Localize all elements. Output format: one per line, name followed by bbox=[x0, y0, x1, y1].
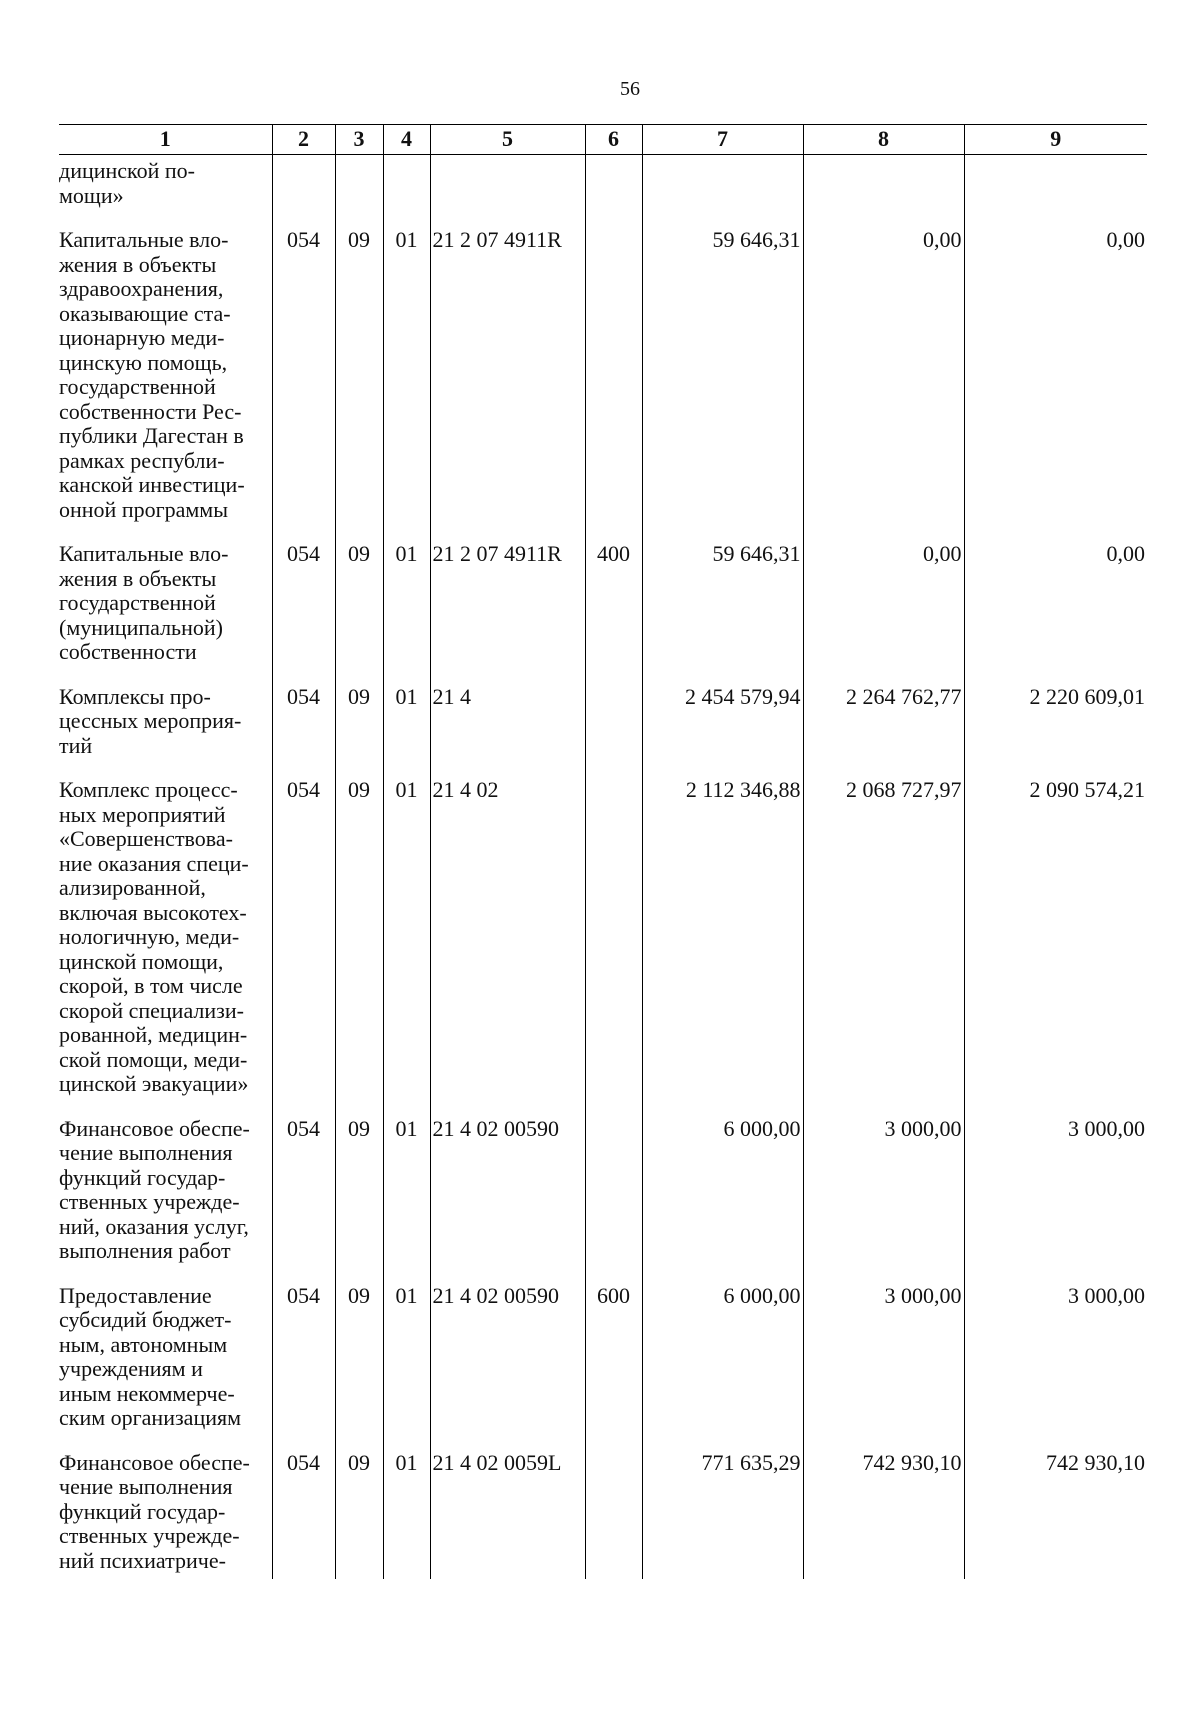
cell-amount-col-8: 3 000,00 bbox=[803, 1284, 964, 1451]
table-row bbox=[59, 1117, 1147, 1284]
cell-expense-type-code bbox=[585, 1451, 642, 1580]
cell-section-code: 09 bbox=[335, 542, 383, 685]
cell-section-code: 09 bbox=[335, 1117, 383, 1284]
cell-ved-code: 054 bbox=[272, 685, 335, 779]
cell-name: Финансовое обеспе- чение выполнения функций государ- ственных учрежде- ний психиатриче- bbox=[59, 1449, 250, 1573]
cell-name: дицинской по- мощи» bbox=[59, 158, 195, 208]
cell-subsection-code: 01 bbox=[383, 228, 430, 542]
cell-target-article-code: 21 4 02 bbox=[430, 778, 585, 1117]
cell-amount-col-8: 0,00 bbox=[803, 228, 964, 542]
cell-ved-code: 054 bbox=[272, 778, 335, 1117]
cell-subsection-code: 01 bbox=[383, 778, 430, 1117]
cell-amount-col-7: 59 646,31 bbox=[642, 228, 803, 542]
cell-amount-col-8: 742 930,10 bbox=[803, 1451, 964, 1580]
cell-amount-col-8: 2 264 762,77 bbox=[803, 685, 964, 779]
cell-expense-type-code bbox=[585, 1117, 642, 1284]
cell-subsection-code: 01 bbox=[383, 685, 430, 779]
cell-target-article-code: 21 2 07 4911R bbox=[430, 228, 585, 542]
cell-section-code bbox=[335, 155, 383, 229]
cell-expense-type-code: 400 bbox=[585, 542, 642, 685]
cell-amount-col-7: 59 646,31 bbox=[642, 542, 803, 685]
cell-ved-code: 054 bbox=[272, 1451, 335, 1580]
cell-amount-col-7: 2 112 346,88 bbox=[642, 778, 803, 1117]
cell-target-article-code: 21 4 02 00590 bbox=[430, 1117, 585, 1284]
cell-amount-col-9: 0,00 bbox=[964, 542, 1147, 685]
header-col-4: 4 bbox=[383, 125, 430, 155]
cell-subsection-code: 01 bbox=[383, 542, 430, 685]
cell-amount-col-9 bbox=[964, 155, 1147, 229]
cell-amount-col-9: 0,00 bbox=[964, 228, 1147, 542]
cell-name: Комплексы про- цессных мероприя- тий bbox=[59, 683, 242, 758]
cell-amount-col-9: 2 090 574,21 bbox=[964, 778, 1147, 1117]
cell-amount-col-7: 2 454 579,94 bbox=[642, 685, 803, 779]
cell-amount-col-7 bbox=[642, 155, 803, 229]
cell-section-code: 09 bbox=[335, 1284, 383, 1451]
header-col-5: 5 bbox=[430, 125, 585, 155]
cell-ved-code: 054 bbox=[272, 1117, 335, 1284]
table-row bbox=[59, 542, 1147, 685]
cell-name: Предоставление субсидий бюджет- ным, автономным учреждениям и иным некоммерче- ским организациям bbox=[59, 1282, 242, 1430]
cell-section-code: 09 bbox=[335, 685, 383, 779]
cell-subsection-code: 01 bbox=[383, 1117, 430, 1284]
page-number: 56 bbox=[620, 78, 640, 100]
cell-amount-col-9: 742 930,10 bbox=[964, 1451, 1147, 1580]
cell-name: Капитальные вло- жения в объекты здравоохранения, оказывающие ста- ционарную меди- цинскую помощь, государственной собственности Рес- публики Дагестан в рамках республи- канской инвестици- онной программы bbox=[59, 227, 245, 522]
header-col-8: 8 bbox=[803, 125, 964, 155]
cell-amount-col-9: 2 220 609,01 bbox=[964, 685, 1147, 779]
cell-amount-col-7: 771 635,29 bbox=[642, 1451, 803, 1580]
header-col-7: 7 bbox=[642, 125, 803, 155]
budget-table bbox=[59, 124, 1147, 1579]
cell-target-article-code bbox=[430, 155, 585, 229]
cell-target-article-code: 21 4 02 0059L bbox=[430, 1451, 585, 1580]
cell-ved-code: 054 bbox=[272, 1284, 335, 1451]
cell-subsection-code: 01 bbox=[383, 1284, 430, 1451]
cell-amount-col-8: 0,00 bbox=[803, 542, 964, 685]
cell-amount-col-9: 3 000,00 bbox=[964, 1117, 1147, 1284]
cell-section-code: 09 bbox=[335, 1451, 383, 1580]
cell-amount-col-7: 6 000,00 bbox=[642, 1117, 803, 1284]
cell-expense-type-code: 600 bbox=[585, 1284, 642, 1451]
cell-expense-type-code bbox=[585, 228, 642, 542]
table-row bbox=[59, 1284, 1147, 1451]
cell-target-article-code: 21 2 07 4911R bbox=[430, 542, 585, 685]
header-col-3: 3 bbox=[335, 125, 383, 155]
cell-subsection-code bbox=[383, 155, 430, 229]
cell-name: Финансовое обеспе- чение выполнения функций государ- ственных учрежде- ний, оказания услуг, выполнения работ bbox=[59, 1115, 250, 1263]
table-row bbox=[59, 155, 1147, 229]
cell-name: Капитальные вло- жения в объекты государственной (муниципальной) собственности bbox=[59, 541, 229, 664]
cell-section-code: 09 bbox=[335, 778, 383, 1117]
cell-expense-type-code bbox=[585, 155, 642, 229]
cell-amount-col-8: 3 000,00 bbox=[803, 1117, 964, 1284]
header-row bbox=[59, 125, 1147, 155]
cell-name: Комплекс процесс- ных мероприятий «Совершенствова- ние оказания специ- ализированной, включая высокотех- нологичную, меди- цинской помощи, скорой, в том числе скорой специализи- рованной, медицин- ской помощи, меди- цинской эвакуации» bbox=[59, 777, 249, 1096]
header-col-1: 1 bbox=[59, 125, 272, 155]
cell-amount-col-8: 2 068 727,97 bbox=[803, 778, 964, 1117]
cell-ved-code: 054 bbox=[272, 542, 335, 685]
cell-section-code: 09 bbox=[335, 228, 383, 542]
cell-ved-code bbox=[272, 155, 335, 229]
table-body bbox=[59, 155, 1147, 1580]
cell-ved-code: 054 bbox=[272, 228, 335, 542]
table-header bbox=[59, 125, 1147, 155]
table-row bbox=[59, 685, 1147, 779]
cell-target-article-code: 21 4 bbox=[430, 685, 585, 779]
cell-expense-type-code bbox=[585, 778, 642, 1117]
cell-amount-col-7: 6 000,00 bbox=[642, 1284, 803, 1451]
cell-subsection-code: 01 bbox=[383, 1451, 430, 1580]
header-col-6: 6 bbox=[585, 125, 642, 155]
header-col-9: 9 bbox=[964, 125, 1147, 155]
table-row bbox=[59, 778, 1147, 1117]
cell-amount-col-8 bbox=[803, 155, 964, 229]
table-row bbox=[59, 1451, 1147, 1580]
cell-expense-type-code bbox=[585, 685, 642, 779]
cell-target-article-code: 21 4 02 00590 bbox=[430, 1284, 585, 1451]
table-row bbox=[59, 228, 1147, 542]
cell-amount-col-9: 3 000,00 bbox=[964, 1284, 1147, 1451]
header-col-2: 2 bbox=[272, 125, 335, 155]
